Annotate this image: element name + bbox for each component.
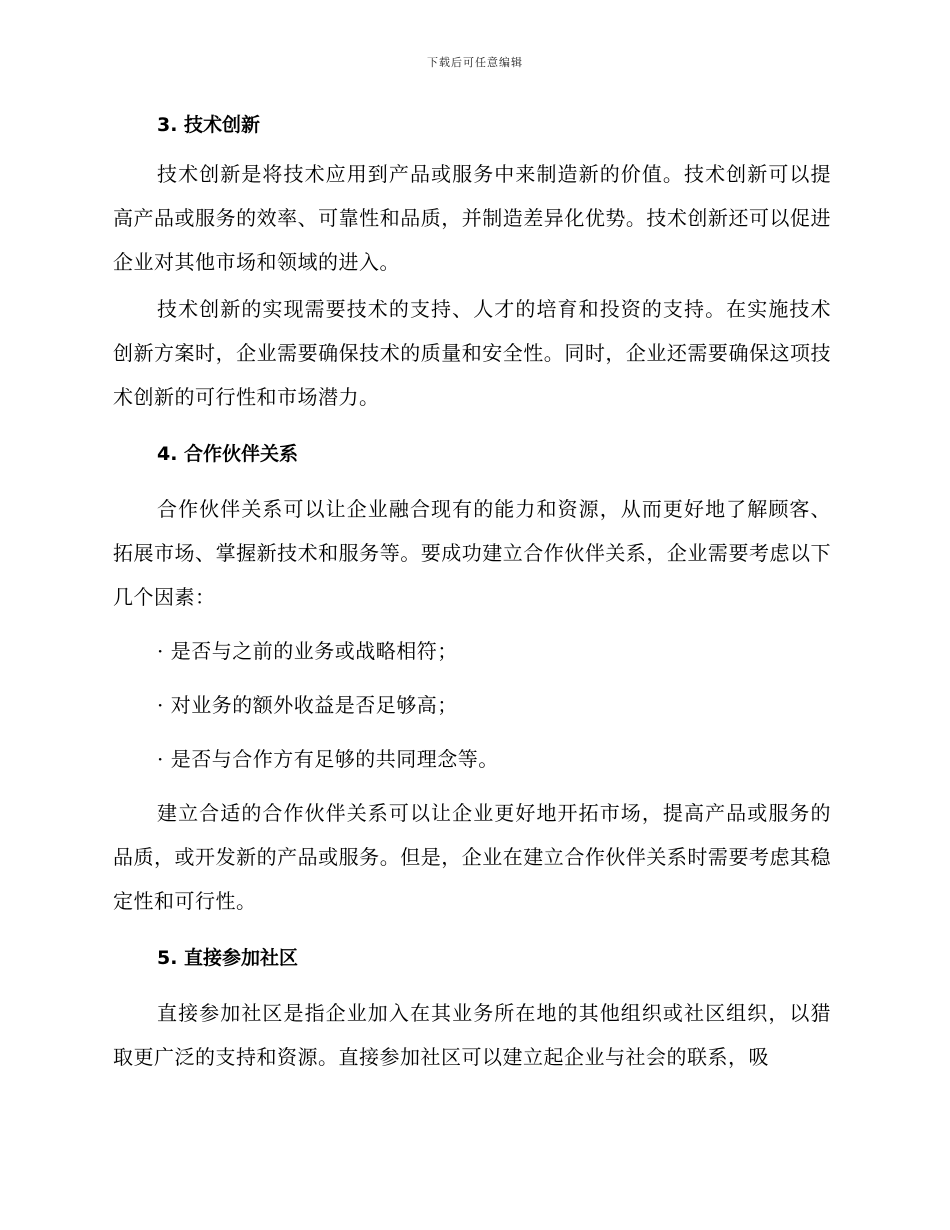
section-heading-3: 3. 技术创新 xyxy=(157,114,261,136)
paragraph-5-1: 直接参加社区是指企业加入在其业务所在地的其他组织或社区组织，以猎取更广泛的支持和资源。直接参加社区可以建立起企业与社会的联系，吸 xyxy=(113,1001,831,1069)
section-heading-4: 4. 合作伙伴关系 xyxy=(157,443,299,465)
paragraph-3-2: 技术创新的实现需要技术的支持、人才的培育和投资的支持。在实施技术创新方案时，企业需要确保技术的质量和安全性。同时，企业还需要确保这项技术创新的可行性和市场潜力。 xyxy=(113,297,831,409)
bullet-item: · 对业务的额外收益是否足够高； xyxy=(157,693,458,717)
page-header: 下载后可任意编辑 xyxy=(427,56,523,69)
bullet-item: · 是否与之前的业务或战略相符； xyxy=(157,639,458,663)
paragraph-4-1: 合作伙伴关系可以让企业融合现有的能力和资源，从而更好地了解顾客、拓展市场、掌握新技术和服务等。要成功建立合作伙伴关系，企业需要考虑以下几个因素： xyxy=(113,497,831,609)
section-heading-5: 5. 直接参加社区 xyxy=(157,947,299,969)
bullet-item: · 是否与合作方有足够的共同理念等。 xyxy=(157,747,499,771)
document-body xyxy=(113,110,831,1079)
paragraph-4-2: 建立合适的合作伙伴关系可以让企业更好地开拓市场，提高产品或服务的品质，或开发新的产品或服务。但是，企业在建立合作伙伴关系时需要考虑其稳定性和可行性。 xyxy=(113,801,831,913)
paragraph-3-1: 技术创新是将技术应用到产品或服务中来制造新的价值。技术创新可以提高产品或服务的效率、可靠性和品质，并制造差异化优势。技术创新还可以促进企业对其他市场和领域的进入。 xyxy=(113,162,831,274)
